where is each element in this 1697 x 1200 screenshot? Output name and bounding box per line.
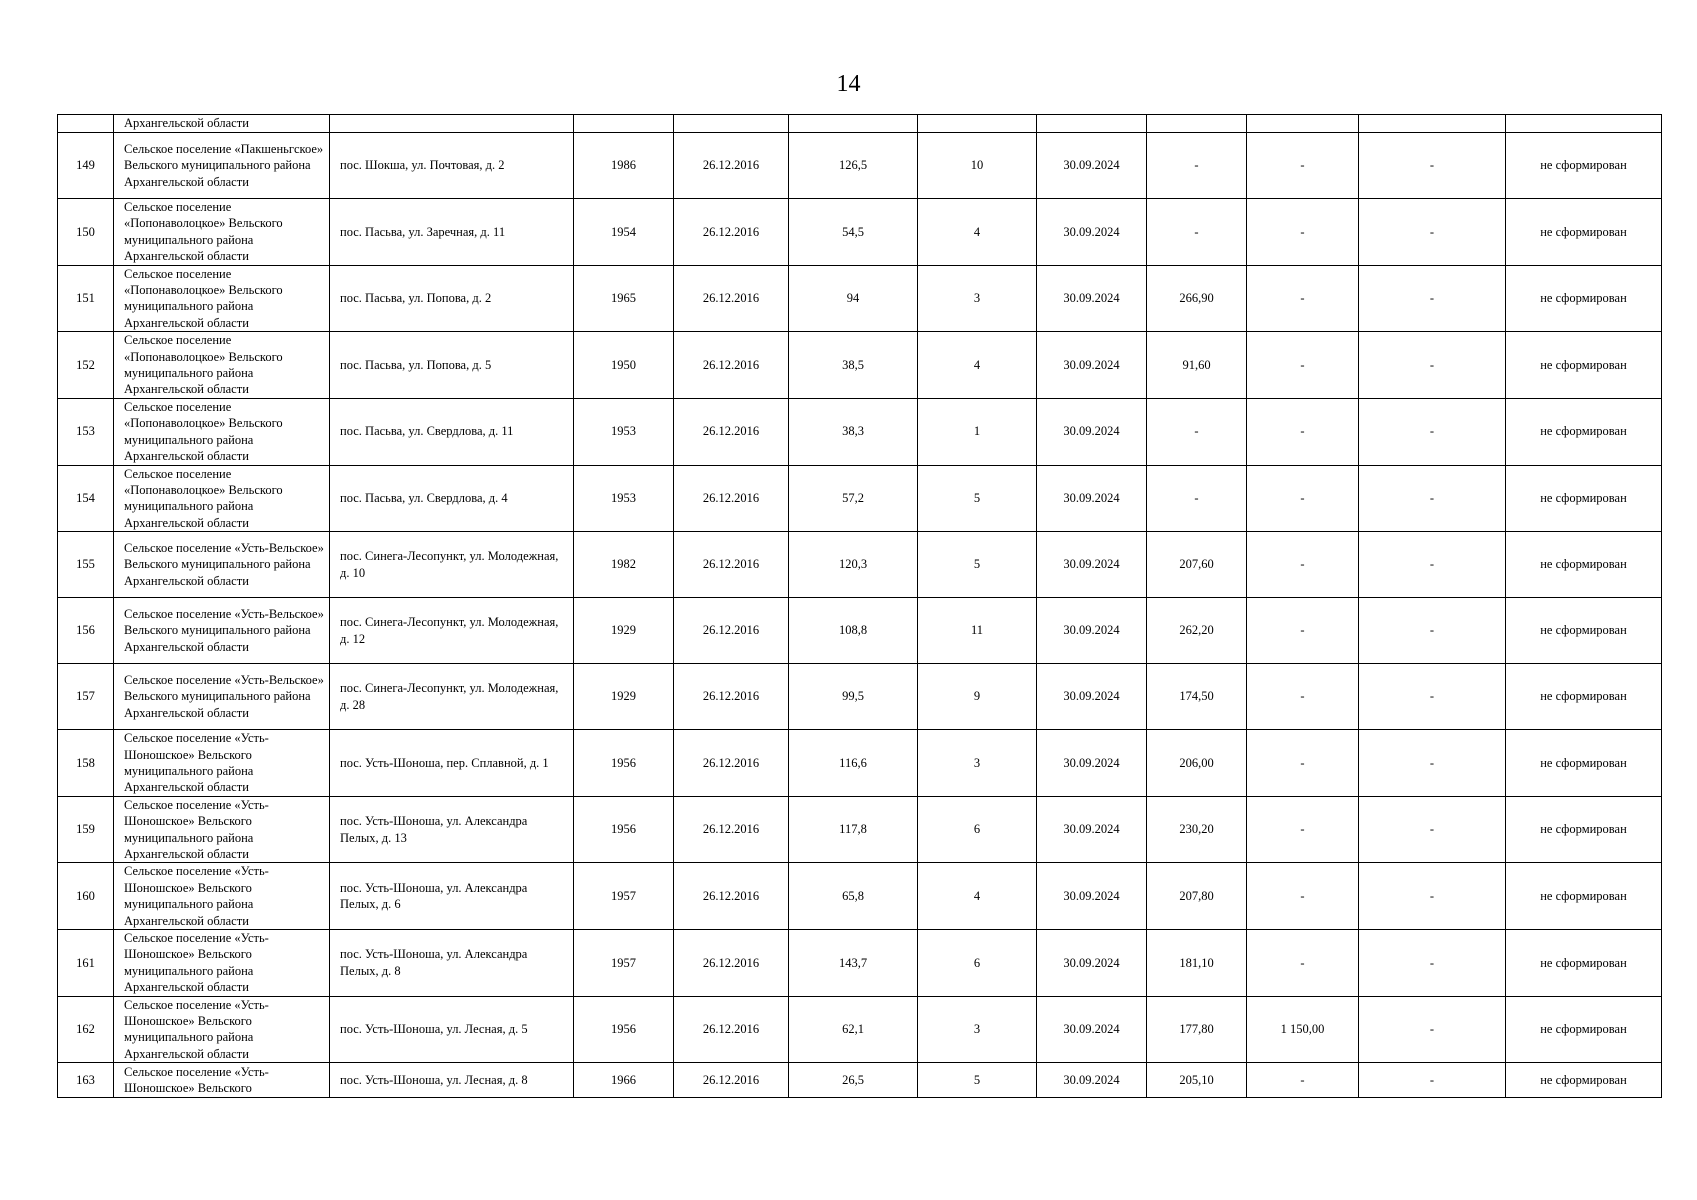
page-number: 14	[836, 71, 861, 97]
cell-settlement: Сельское поселение «Усть-Вельское» Вельского муниципального района Архангельской области	[114, 598, 330, 664]
cell-address	[330, 115, 574, 133]
cell-year	[574, 115, 674, 133]
cell-address: пос. Пасьва, ул. Свердлова, д. 11	[330, 398, 574, 465]
cell-year: 1953	[574, 398, 674, 465]
cell-deadline: 30.09.2024	[1037, 1063, 1147, 1098]
cell-residents: 6	[918, 930, 1037, 997]
cell-deadline: 30.09.2024	[1037, 598, 1147, 664]
cell-status: не сформирован	[1506, 1063, 1662, 1098]
cell-deadline	[1037, 115, 1147, 133]
cell-value-2: -	[1247, 265, 1359, 332]
cell-deadline: 30.09.2024	[1037, 863, 1147, 930]
cell-settlement: Сельское поселение «Попонаволоцкое» Вельского муниципального района Архангельской области	[114, 465, 330, 532]
cell-value-3: -	[1359, 863, 1506, 930]
cell-area: 108,8	[789, 598, 918, 664]
cell-value-2: -	[1247, 465, 1359, 532]
housing-registry-table	[57, 114, 1662, 1098]
cell-area: 54,5	[789, 199, 918, 266]
cell-deadline: 30.09.2024	[1037, 532, 1147, 598]
cell-value-3: -	[1359, 532, 1506, 598]
cell-value-3: -	[1359, 796, 1506, 863]
cell-num: 153	[58, 398, 114, 465]
cell-date: 26.12.2016	[674, 863, 789, 930]
cell-num: 149	[58, 133, 114, 199]
cell-status: не сформирован	[1506, 332, 1662, 399]
cell-status: не сформирован	[1506, 265, 1662, 332]
table-row	[58, 133, 1662, 199]
cell-value-2: -	[1247, 1063, 1359, 1098]
cell-residents: 3	[918, 996, 1037, 1063]
cell-num: 151	[58, 265, 114, 332]
table-row	[58, 664, 1662, 730]
cell-address: пос. Усть-Шоноша, ул. Александра Пелых, д. 8	[330, 930, 574, 997]
table-row	[58, 398, 1662, 465]
cell-area: 65,8	[789, 863, 918, 930]
cell-value-1: 174,50	[1147, 664, 1247, 730]
cell-area: 120,3	[789, 532, 918, 598]
cell-settlement: Сельское поселение «Усть-Вельское» Вельского муниципального района Архангельской области	[114, 664, 330, 730]
cell-value-3: -	[1359, 133, 1506, 199]
cell-num: 160	[58, 863, 114, 930]
table-row	[58, 332, 1662, 399]
cell-area: 99,5	[789, 664, 918, 730]
cell-year: 1929	[574, 664, 674, 730]
cell-address: пос. Шокша, ул. Почтовая, д. 2	[330, 133, 574, 199]
cell-area	[789, 115, 918, 133]
cell-value-1: 266,90	[1147, 265, 1247, 332]
cell-residents: 5	[918, 1063, 1037, 1098]
cell-value-1: 91,60	[1147, 332, 1247, 399]
cell-date: 26.12.2016	[674, 332, 789, 399]
cell-value-3: -	[1359, 199, 1506, 266]
cell-settlement: Сельское поселение «Пакшеньгское» Вельского муниципального района Архангельской области	[114, 133, 330, 199]
cell-area: 62,1	[789, 996, 918, 1063]
table-row	[58, 796, 1662, 863]
cell-date: 26.12.2016	[674, 265, 789, 332]
cell-status: не сформирован	[1506, 532, 1662, 598]
cell-status: не сформирован	[1506, 133, 1662, 199]
cell-num: 163	[58, 1063, 114, 1098]
cell-date: 26.12.2016	[674, 1063, 789, 1098]
cell-address: пос. Пасьва, ул. Заречная, д. 11	[330, 199, 574, 266]
cell-residents: 9	[918, 664, 1037, 730]
table-row-continued	[58, 115, 1662, 133]
cell-num	[58, 115, 114, 133]
cell-residents: 3	[918, 730, 1037, 797]
cell-date: 26.12.2016	[674, 598, 789, 664]
cell-value-1: 230,20	[1147, 796, 1247, 863]
cell-num: 156	[58, 598, 114, 664]
cell-deadline: 30.09.2024	[1037, 730, 1147, 797]
cell-value-1: 207,60	[1147, 532, 1247, 598]
table-row	[58, 265, 1662, 332]
cell-value-2	[1247, 115, 1359, 133]
cell-value-2: 1 150,00	[1247, 996, 1359, 1063]
cell-value-1: -	[1147, 199, 1247, 266]
cell-value-3: -	[1359, 465, 1506, 532]
cell-residents: 3	[918, 265, 1037, 332]
cell-residents: 10	[918, 133, 1037, 199]
table-row	[58, 465, 1662, 532]
cell-address: пос. Усть-Шоноша, ул. Лесная, д. 5	[330, 996, 574, 1063]
cell-date: 26.12.2016	[674, 133, 789, 199]
cell-settlement: Сельское поселение «Попонаволоцкое» Вельского муниципального района Архангельской области	[114, 199, 330, 266]
cell-settlement: Сельское поселение «Попонаволоцкое» Вельского муниципального района Архангельской области	[114, 332, 330, 399]
cell-settlement: Сельское поселение «Попонаволоцкое» Вельского муниципального района Архангельской области	[114, 265, 330, 332]
cell-value-2: -	[1247, 532, 1359, 598]
cell-value-2: -	[1247, 930, 1359, 997]
cell-deadline: 30.09.2024	[1037, 133, 1147, 199]
cell-year: 1982	[574, 532, 674, 598]
cell-settlement: Сельское поселение «Усть-Шоношское» Вельского муниципального района Архангельской области	[114, 796, 330, 863]
cell-address: пос. Пасьва, ул. Попова, д. 2	[330, 265, 574, 332]
cell-residents	[918, 115, 1037, 133]
cell-settlement: Сельское поселение «Усть-Шоношское» Вельского муниципального района Архангельской области	[114, 863, 330, 930]
cell-deadline: 30.09.2024	[1037, 664, 1147, 730]
cell-value-1: 205,10	[1147, 1063, 1247, 1098]
cell-num: 162	[58, 996, 114, 1063]
cell-num: 150	[58, 199, 114, 266]
table-row	[58, 532, 1662, 598]
cell-address: пос. Усть-Шоноша, ул. Александра Пелых, д. 13	[330, 796, 574, 863]
cell-deadline: 30.09.2024	[1037, 398, 1147, 465]
cell-value-2: -	[1247, 796, 1359, 863]
cell-address: пос. Пасьва, ул. Попова, д. 5	[330, 332, 574, 399]
table-row	[58, 863, 1662, 930]
cell-value-2: -	[1247, 398, 1359, 465]
cell-date: 26.12.2016	[674, 664, 789, 730]
cell-date: 26.12.2016	[674, 398, 789, 465]
table-row-partial	[58, 1063, 1662, 1098]
cell-settlement: Сельское поселение «Усть-Шоношское» Вельского муниципального района Архангельской области	[114, 996, 330, 1063]
cell-status: не сформирован	[1506, 199, 1662, 266]
cell-value-2: -	[1247, 730, 1359, 797]
cell-year: 1929	[574, 598, 674, 664]
cell-year: 1953	[574, 465, 674, 532]
cell-deadline: 30.09.2024	[1037, 930, 1147, 997]
cell-address: пос. Синега-Лесопункт, ул. Молодежная, д. 10	[330, 532, 574, 598]
cell-deadline: 30.09.2024	[1037, 332, 1147, 399]
cell-address: пос. Синега-Лесопункт, ул. Молодежная, д. 12	[330, 598, 574, 664]
cell-settlement: Сельское поселение «Попонаволоцкое» Вельского муниципального района Архангельской области	[114, 398, 330, 465]
cell-year: 1965	[574, 265, 674, 332]
cell-num: 157	[58, 664, 114, 730]
cell-status: не сформирован	[1506, 664, 1662, 730]
cell-value-3: -	[1359, 332, 1506, 399]
cell-status: не сформирован	[1506, 996, 1662, 1063]
cell-settlement: Сельское поселение «Усть-Шоношское» Вельского муниципального района Архангельской области	[114, 730, 330, 797]
cell-residents: 6	[918, 796, 1037, 863]
cell-deadline: 30.09.2024	[1037, 199, 1147, 266]
cell-deadline: 30.09.2024	[1037, 796, 1147, 863]
cell-address: пос. Усть-Шоноша, ул. Александра Пелых, д. 6	[330, 863, 574, 930]
cell-date: 26.12.2016	[674, 796, 789, 863]
cell-value-2: -	[1247, 332, 1359, 399]
cell-value-3: -	[1359, 598, 1506, 664]
cell-date: 26.12.2016	[674, 930, 789, 997]
cell-year: 1957	[574, 930, 674, 997]
cell-value-3: -	[1359, 398, 1506, 465]
cell-date: 26.12.2016	[674, 532, 789, 598]
cell-year: 1956	[574, 796, 674, 863]
cell-area: 57,2	[789, 465, 918, 532]
cell-residents: 5	[918, 532, 1037, 598]
cell-num: 155	[58, 532, 114, 598]
cell-deadline: 30.09.2024	[1037, 265, 1147, 332]
cell-value-3: -	[1359, 930, 1506, 997]
cell-date: 26.12.2016	[674, 730, 789, 797]
cell-value-1: 177,80	[1147, 996, 1247, 1063]
cell-value-3	[1359, 115, 1506, 133]
table-row	[58, 996, 1662, 1063]
cell-value-2: -	[1247, 664, 1359, 730]
cell-value-1: 207,80	[1147, 863, 1247, 930]
cell-status: не сформирован	[1506, 796, 1662, 863]
cell-value-1: 262,20	[1147, 598, 1247, 664]
cell-date	[674, 115, 789, 133]
cell-value-2: -	[1247, 598, 1359, 664]
cell-value-3: -	[1359, 996, 1506, 1063]
cell-settlement: Архангельской области	[114, 115, 330, 133]
cell-residents: 4	[918, 332, 1037, 399]
cell-year: 1956	[574, 730, 674, 797]
cell-area: 26,5	[789, 1063, 918, 1098]
cell-value-3: -	[1359, 730, 1506, 797]
cell-date: 26.12.2016	[674, 465, 789, 532]
cell-year: 1986	[574, 133, 674, 199]
cell-residents: 5	[918, 465, 1037, 532]
cell-settlement: Сельское поселение «Усть-Шоношское» Вельского муниципального района Архангельской области	[114, 930, 330, 997]
cell-num: 159	[58, 796, 114, 863]
cell-year: 1954	[574, 199, 674, 266]
cell-num: 158	[58, 730, 114, 797]
cell-value-3: -	[1359, 664, 1506, 730]
cell-year: 1966	[574, 1063, 674, 1098]
cell-value-3: -	[1359, 1063, 1506, 1098]
cell-address: пос. Синега-Лесопункт, ул. Молодежная, д. 28	[330, 664, 574, 730]
cell-date: 26.12.2016	[674, 199, 789, 266]
cell-value-1	[1147, 115, 1247, 133]
cell-year: 1956	[574, 996, 674, 1063]
cell-status: не сформирован	[1506, 398, 1662, 465]
table-row	[58, 199, 1662, 266]
cell-area: 38,3	[789, 398, 918, 465]
cell-value-1: 206,00	[1147, 730, 1247, 797]
cell-status	[1506, 115, 1662, 133]
cell-value-2: -	[1247, 863, 1359, 930]
cell-status: не сформирован	[1506, 863, 1662, 930]
cell-num: 161	[58, 930, 114, 997]
cell-status: не сформирован	[1506, 598, 1662, 664]
cell-date: 26.12.2016	[674, 996, 789, 1063]
cell-residents: 4	[918, 863, 1037, 930]
cell-deadline: 30.09.2024	[1037, 465, 1147, 532]
cell-area: 38,5	[789, 332, 918, 399]
cell-year: 1957	[574, 863, 674, 930]
cell-area: 116,6	[789, 730, 918, 797]
cell-value-1: -	[1147, 398, 1247, 465]
cell-area: 126,5	[789, 133, 918, 199]
cell-status: не сформирован	[1506, 930, 1662, 997]
cell-value-2: -	[1247, 199, 1359, 266]
cell-status: не сформирован	[1506, 730, 1662, 797]
table-row	[58, 730, 1662, 797]
cell-settlement: Сельское поселение «Усть-Шоношское» Вельского	[114, 1063, 330, 1098]
cell-residents: 4	[918, 199, 1037, 266]
cell-value-1: -	[1147, 133, 1247, 199]
cell-num: 154	[58, 465, 114, 532]
cell-residents: 1	[918, 398, 1037, 465]
cell-value-2: -	[1247, 133, 1359, 199]
cell-year: 1950	[574, 332, 674, 399]
cell-value-3: -	[1359, 265, 1506, 332]
cell-area: 94	[789, 265, 918, 332]
cell-settlement: Сельское поселение «Усть-Вельское» Вельского муниципального района Архангельской области	[114, 532, 330, 598]
cell-num: 152	[58, 332, 114, 399]
cell-value-1: 181,10	[1147, 930, 1247, 997]
cell-value-1: -	[1147, 465, 1247, 532]
table-row	[58, 930, 1662, 997]
cell-residents: 11	[918, 598, 1037, 664]
cell-deadline: 30.09.2024	[1037, 996, 1147, 1063]
cell-status: не сформирован	[1506, 465, 1662, 532]
cell-address: пос. Пасьва, ул. Свердлова, д. 4	[330, 465, 574, 532]
table-row	[58, 598, 1662, 664]
cell-area: 143,7	[789, 930, 918, 997]
cell-area: 117,8	[789, 796, 918, 863]
cell-address: пос. Усть-Шоноша, ул. Лесная, д. 8	[330, 1063, 574, 1098]
cell-address: пос. Усть-Шоноша, пер. Сплавной, д. 1	[330, 730, 574, 797]
